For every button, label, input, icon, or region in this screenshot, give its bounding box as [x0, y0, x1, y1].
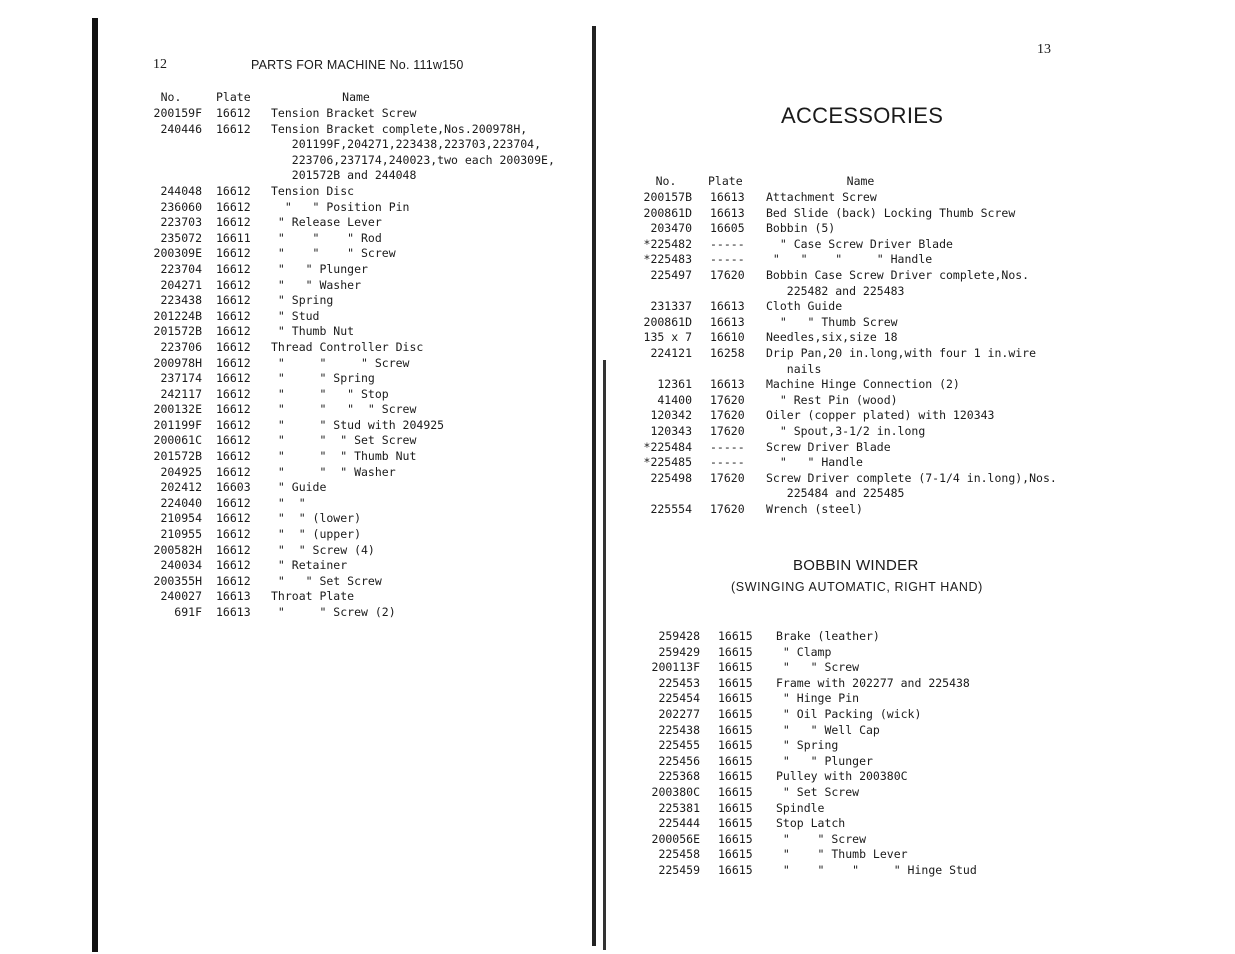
plate-number: 16613: [216, 589, 251, 604]
table-row: [140, 605, 555, 621]
binding-edge-left: [92, 18, 98, 952]
table-row: [640, 393, 1057, 409]
part-number: 235072: [160, 230, 202, 245]
plate-number: 16612: [216, 293, 251, 308]
table-row: [640, 252, 1057, 268]
plate-number: 17620: [710, 501, 745, 516]
table-row: [140, 558, 555, 574]
table-row: [640, 330, 1057, 346]
part-name: " " " " Hinge Stud: [776, 862, 977, 877]
table-row: [140, 574, 555, 590]
part-name: " " Screw: [776, 831, 867, 846]
bobbin-winder-table: [646, 629, 977, 879]
part-name: 223706,237174,240023,two each 200309E,: [271, 152, 555, 167]
accessories-table: [640, 174, 1057, 517]
part-number: 204271: [160, 277, 202, 292]
plate-number: 16612: [216, 324, 251, 339]
plate-number: 17620: [710, 470, 745, 485]
part-name: " " Screw: [776, 660, 860, 675]
part-number: 240027: [160, 589, 202, 604]
plate-number: 16612: [216, 495, 251, 510]
binding-gutter-shadow: [603, 360, 606, 950]
table-row: [646, 801, 977, 817]
plate-number: 16613: [710, 190, 745, 204]
plate-number: 16615: [718, 862, 753, 877]
part-name: " ": [271, 495, 306, 510]
part-number: 223438: [160, 293, 202, 308]
part-number: 240446: [160, 121, 202, 136]
table-row: [140, 200, 555, 216]
table-row: [140, 418, 555, 434]
plate-number: 16612: [216, 277, 251, 292]
part-name: Screw Driver complete (7-1/4 in.long),Nos.: [766, 470, 1057, 485]
part-name: Pulley with 200380C: [776, 769, 908, 784]
part-name: " Stud: [271, 308, 320, 323]
part-name: Needles,six,size 18: [766, 330, 898, 345]
plate-number: 16612: [216, 215, 251, 230]
part-name: " Spout,3-1/2 in.long: [766, 423, 926, 438]
table-row: [640, 190, 1057, 206]
accessories-table-header: [640, 174, 1057, 190]
part-number: 120343: [650, 423, 692, 438]
table-row: [140, 324, 555, 340]
plate-number: 16615: [718, 629, 753, 643]
table-row: [646, 723, 977, 739]
part-name: " " Screw (2): [271, 605, 396, 619]
part-number: 225497: [650, 267, 692, 282]
part-name: " " Screw (4): [271, 542, 375, 557]
part-number: 200056E: [651, 831, 700, 846]
part-number: 240034: [160, 558, 202, 573]
part-name: Machine Hinge Connection (2): [766, 377, 960, 392]
part-number: *225483: [643, 252, 692, 267]
table-row: [140, 433, 555, 449]
plate-number: 16258: [710, 345, 745, 360]
part-name: Bobbin Case Screw Driver complete,Nos.: [766, 267, 1030, 282]
part-number: 691F: [174, 605, 202, 619]
table-row: [646, 863, 977, 879]
part-number: 200309E: [153, 246, 202, 261]
part-number: 224121: [650, 345, 692, 360]
plate-number: 16612: [216, 339, 251, 354]
plate-number: 16613: [710, 205, 745, 220]
plate-number: 16612: [216, 511, 251, 526]
part-name: " Case Screw Driver Blade: [766, 236, 953, 251]
table-row: [646, 645, 977, 661]
part-number: 200061C: [153, 433, 202, 448]
part-number: 120342: [650, 408, 692, 423]
plate-number: 16615: [718, 753, 753, 768]
part-name: Stop Latch: [776, 816, 846, 831]
plate-number: 16612: [216, 449, 251, 464]
part-number: 225456: [658, 753, 700, 768]
table-row: [140, 465, 555, 481]
plate-number: 16603: [216, 480, 251, 495]
part-name: " Clamp: [776, 644, 832, 659]
part-name: 225484 and 225485: [766, 486, 905, 501]
table-row: [140, 480, 555, 496]
column-header-name: Name: [342, 90, 370, 104]
plate-number: -----: [710, 236, 745, 251]
plate-number: 16613: [710, 299, 745, 314]
part-name: " " Stud with 204925: [271, 417, 445, 432]
table-row: [140, 402, 555, 418]
part-number: 259428: [658, 629, 700, 643]
table-row: [640, 471, 1057, 487]
part-name: " " " " Handle: [766, 252, 933, 267]
part-number: 210955: [160, 527, 202, 542]
part-number: 225438: [658, 722, 700, 737]
part-name: " Spring: [776, 738, 839, 753]
part-name: 201199F,204271,223438,223703,223704,: [271, 137, 542, 152]
part-name: " " " Set Screw: [271, 433, 417, 448]
part-name: " " Handle: [766, 455, 863, 470]
plate-number: 16615: [718, 738, 753, 753]
plate-number: 16612: [216, 261, 251, 276]
part-number: 225554: [650, 501, 692, 516]
plate-number: -----: [710, 455, 745, 470]
part-name: Brake (leather): [776, 629, 880, 643]
table-row: [140, 387, 555, 403]
part-name: " " Plunger: [776, 753, 873, 768]
column-header-name: Name: [846, 174, 875, 188]
accessories-table-body: [640, 190, 1057, 517]
part-name: nails: [766, 361, 822, 376]
part-number: 223706: [160, 339, 202, 354]
part-name: " Thumb Nut: [271, 324, 355, 339]
table-row: [640, 362, 1057, 378]
table-row: [140, 309, 555, 325]
table-row: [640, 346, 1057, 362]
part-name: Bobbin (5): [766, 221, 836, 236]
table-row: [140, 356, 555, 372]
part-name: " " Washer: [271, 277, 362, 292]
table-row: [646, 754, 977, 770]
table-row: [640, 408, 1057, 424]
table-row: [140, 527, 555, 543]
plate-number: 16612: [216, 121, 251, 136]
part-name: Tension Bracket Screw: [271, 106, 417, 120]
table-row: [646, 707, 977, 723]
part-name: " " Position Pin: [271, 199, 410, 214]
binding-gutter: [592, 26, 596, 946]
plate-number: 16612: [216, 183, 251, 198]
part-number: 225455: [658, 738, 700, 753]
table-row: [640, 486, 1057, 502]
plate-number: 16615: [718, 691, 753, 706]
part-name: 201572B and 244048: [271, 168, 417, 183]
part-number: 201199F: [153, 417, 202, 432]
part-name: Cloth Guide: [766, 299, 843, 314]
table-row: [646, 738, 977, 754]
part-name: " " " " Screw: [271, 402, 417, 417]
table-row: [640, 206, 1057, 222]
part-number: *225485: [643, 455, 692, 470]
part-name: " " " Washer: [271, 464, 396, 479]
parts-table-body: [140, 106, 555, 621]
running-head: PARTS FOR MACHINE No. 111w150: [251, 58, 464, 72]
plate-number: 16612: [216, 371, 251, 386]
table-row: [140, 511, 555, 527]
plate-number: 16612: [216, 308, 251, 323]
part-name: " " Thumb Lever: [776, 847, 908, 862]
part-number: 200582H: [153, 542, 202, 557]
table-row: [140, 122, 555, 138]
table-row: [640, 221, 1057, 237]
part-number: 225453: [658, 675, 700, 690]
part-name: " " " Rod: [271, 230, 382, 245]
part-number: 135 x 7: [643, 330, 692, 345]
part-number: 225459: [658, 862, 700, 877]
table-row: [140, 262, 555, 278]
part-name: " Guide: [271, 480, 327, 495]
part-name: " Oil Packing (wick): [776, 706, 922, 721]
plate-number: 16612: [216, 417, 251, 432]
bobbin-winder-subheading: (SWINGING AUTOMATIC, RIGHT HAND): [731, 580, 983, 594]
part-name: " Rest Pin (wood): [766, 392, 898, 407]
bobbin-winder-heading: BOBBIN WINDER: [793, 557, 919, 574]
part-number: 237174: [160, 371, 202, 386]
part-number: 204925: [160, 464, 202, 479]
part-number: 224040: [160, 495, 202, 510]
table-row: [140, 246, 555, 262]
part-number: *225484: [643, 439, 692, 454]
part-number: 202412: [160, 480, 202, 495]
table-row: [646, 816, 977, 832]
part-number: 225381: [658, 800, 700, 815]
plate-number: 16615: [718, 706, 753, 721]
part-name: Throat Plate: [271, 589, 355, 604]
part-name: Wrench (steel): [766, 501, 863, 516]
part-number: 203470: [650, 221, 692, 236]
plate-number: 16612: [216, 246, 251, 261]
part-number: 200113F: [651, 660, 700, 675]
plate-number: 16612: [216, 386, 251, 401]
table-row: [646, 660, 977, 676]
part-number: *225482: [643, 236, 692, 251]
plate-number: 16613: [710, 314, 745, 329]
part-number: 201572B: [153, 324, 202, 339]
plate-number: 16611: [216, 230, 251, 245]
plate-number: 16615: [718, 816, 753, 831]
part-name: Attachment Screw: [766, 190, 877, 204]
page-number-left: 12: [153, 57, 167, 72]
plate-number: 16612: [216, 527, 251, 542]
part-name: " " Set Screw: [271, 573, 382, 588]
part-number: 225368: [658, 769, 700, 784]
part-number: 200355H: [153, 573, 202, 588]
part-number: 41400: [657, 392, 692, 407]
plate-number: 16615: [718, 722, 753, 737]
plate-number: 16615: [718, 847, 753, 862]
plate-number: 16615: [718, 660, 753, 675]
part-name: " " Thumb Screw: [766, 314, 898, 329]
part-name: Tension Disc: [271, 183, 355, 198]
table-row: [646, 629, 977, 645]
part-name: Screw Driver Blade: [766, 439, 891, 454]
plate-number: 16612: [216, 106, 251, 120]
part-name: " Release Lever: [271, 215, 382, 230]
plate-number: 16615: [718, 769, 753, 784]
table-row: [640, 377, 1057, 393]
plate-number: 16615: [718, 784, 753, 799]
table-row: [140, 168, 555, 184]
plate-number: 16612: [216, 558, 251, 573]
plate-number: 16612: [216, 402, 251, 417]
part-number: 200978H: [153, 355, 202, 370]
page-number-right: 13: [1037, 42, 1051, 57]
column-header-no: No.: [655, 174, 677, 188]
part-name: " " Plunger: [271, 261, 368, 276]
table-row: [646, 847, 977, 863]
table-row: [140, 371, 555, 387]
part-number: 200380C: [651, 784, 700, 799]
plate-number: 16612: [216, 355, 251, 370]
table-row: [140, 231, 555, 247]
part-name: " " " Stop: [271, 386, 389, 401]
part-number: 200132E: [153, 402, 202, 417]
part-number: 231337: [650, 299, 692, 314]
plate-number: 17620: [710, 392, 745, 407]
plate-number: 16610: [710, 330, 745, 345]
table-row: [140, 449, 555, 465]
part-name: " " " Screw: [271, 355, 410, 370]
part-number: 200157B: [643, 190, 692, 204]
table-row: [140, 137, 555, 153]
part-name: Frame with 202277 and 225438: [776, 675, 970, 690]
part-number: 244048: [160, 183, 202, 198]
table-row: [140, 340, 555, 356]
part-name: " " (upper): [271, 527, 362, 542]
part-name: " Hinge Pin: [776, 691, 860, 706]
part-number: 210954: [160, 511, 202, 526]
part-number: 201572B: [153, 449, 202, 464]
part-number: 12361: [657, 377, 692, 392]
part-name: " " (lower): [271, 511, 362, 526]
plate-number: 17620: [710, 267, 745, 282]
plate-number: 16612: [216, 573, 251, 588]
part-name: Thread Controller Disc: [271, 339, 424, 354]
table-row: [646, 676, 977, 692]
part-number: 200861D: [643, 205, 692, 220]
plate-number: 16615: [718, 675, 753, 690]
table-row: [140, 153, 555, 169]
table-row: [140, 543, 555, 559]
table-row: [140, 184, 555, 200]
part-name: Bed Slide (back) Locking Thumb Screw: [766, 205, 1016, 220]
table-row: [640, 237, 1057, 253]
bobbin-winder-table-body: [646, 629, 977, 879]
accessories-heading: ACCESSORIES: [781, 103, 944, 128]
plate-number: 16612: [216, 542, 251, 557]
part-name: Drip Pan,20 in.long,with four 1 in.wire: [766, 345, 1037, 360]
plate-number: -----: [710, 252, 745, 267]
table-row: [640, 315, 1057, 331]
part-name: " " " Screw: [271, 246, 396, 261]
table-row: [640, 455, 1057, 471]
table-row: [640, 268, 1057, 284]
plate-number: 16615: [718, 831, 753, 846]
part-name: Spindle: [776, 800, 825, 815]
plate-number: 16612: [216, 464, 251, 479]
table-row: [640, 502, 1057, 518]
plate-number: 17620: [710, 408, 745, 423]
part-number: 200861D: [643, 314, 692, 329]
part-number: 242117: [160, 386, 202, 401]
column-header-plate: Plate: [216, 90, 251, 104]
table-row: [646, 691, 977, 707]
part-name: Tension Bracket complete,Nos.200978H,: [271, 121, 528, 136]
plate-number: 16612: [216, 199, 251, 214]
column-header-plate: Plate: [708, 174, 743, 188]
column-header-no: No.: [160, 90, 182, 104]
part-number: 225454: [658, 691, 700, 706]
table-row: [640, 284, 1057, 300]
part-number: 201224B: [153, 308, 202, 323]
plate-number: 16613: [710, 377, 745, 392]
part-name: Oiler (copper plated) with 120343: [766, 408, 995, 423]
part-number: 223703: [160, 215, 202, 230]
parts-table-left: [140, 90, 555, 621]
table-row: [646, 785, 977, 801]
table-row: [140, 215, 555, 231]
table-row: [140, 589, 555, 605]
plate-number: 16615: [718, 644, 753, 659]
part-name: " Retainer: [271, 558, 348, 573]
plate-number: -----: [710, 439, 745, 454]
table-row: [140, 293, 555, 309]
part-name: " Set Screw: [776, 784, 860, 799]
table-row: [640, 440, 1057, 456]
plate-number: 16605: [710, 221, 745, 236]
table-row: [640, 424, 1057, 440]
table-row: [640, 299, 1057, 315]
part-name: " " " Thumb Nut: [271, 449, 417, 464]
table-row: [646, 832, 977, 848]
part-name: " " Well Cap: [776, 722, 880, 737]
plate-number: 16613: [216, 605, 251, 619]
part-number: 200159F: [153, 106, 202, 120]
table-row: [646, 769, 977, 785]
table-row: [140, 496, 555, 512]
part-number: 225498: [650, 470, 692, 485]
part-number: 223704: [160, 261, 202, 276]
part-name: 225482 and 225483: [766, 283, 905, 298]
parts-table-header: [140, 90, 555, 106]
part-number: 225444: [658, 816, 700, 831]
part-number: 236060: [160, 199, 202, 214]
table-row: [140, 106, 555, 122]
part-number: 225458: [658, 847, 700, 862]
table-row: [140, 278, 555, 294]
part-name: " Spring: [271, 293, 334, 308]
plate-number: 16612: [216, 433, 251, 448]
plate-number: 16615: [718, 800, 753, 815]
part-number: 202277: [658, 706, 700, 721]
part-number: 259429: [658, 644, 700, 659]
plate-number: 17620: [710, 423, 745, 438]
part-name: " " Spring: [271, 371, 375, 386]
